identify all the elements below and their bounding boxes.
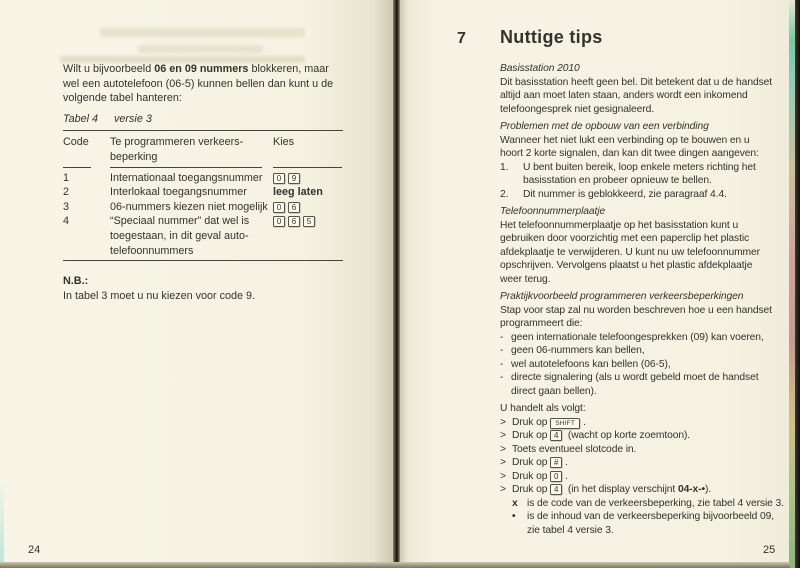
cell-desc: Internationaal toegangsnummer xyxy=(110,171,263,184)
keycap-icon: 5 xyxy=(303,216,315,227)
keycap-icon: 0 xyxy=(273,173,285,184)
cell-desc: 06-nummers kiezen niet mogelijk xyxy=(110,200,268,213)
cell-kies xyxy=(273,171,343,186)
nb-note xyxy=(63,274,355,303)
bottom-edge-shadow xyxy=(0,562,790,568)
intro-text: Wilt u bijvoorbeeld xyxy=(63,63,155,75)
column-header-desc xyxy=(110,135,273,164)
left-page-content xyxy=(63,62,355,303)
table-caption xyxy=(63,112,355,127)
nb-label: N.B.: xyxy=(63,275,89,288)
step-line: > Toets eventueel slotcode in. xyxy=(500,443,637,455)
keycap-0-icon: 0 xyxy=(550,471,562,482)
column-header-desc-line: Te programmeren verkeers- xyxy=(110,136,244,149)
keycap-icon: 0 xyxy=(273,216,285,227)
section-steps xyxy=(500,402,788,537)
cell-code: 2 xyxy=(63,186,70,199)
table-row xyxy=(63,171,343,186)
table-row xyxy=(63,185,343,200)
cell-code: 3 xyxy=(63,200,70,213)
step-line: > Druk op 4 (wacht op korte zoemtoon). xyxy=(500,430,691,441)
cell-desc: “Speciaal nummer” dat wel is toegestaan, in dit geval auto- telefoonnummers xyxy=(110,215,250,257)
section-problemen: Problemen met de opbouw van een verbinding Wanneer het niet lukt een verbinding op te bouwen en u hoort 2 korte signalen, dan kan dit twee dingen aangeven: 1. U bent buiten bereik, loop enkele meters richting het basisstation en probeer opnieuw te bellen. 2. Dit nummer is geblokkeerd, zie paragraaf 4.4. xyxy=(500,120,788,201)
section-heading: Praktijkvoorbeeld programmeren verkeersbeperkingen xyxy=(500,291,744,302)
table-header xyxy=(63,131,343,164)
column-header-kies: Kies xyxy=(273,136,295,149)
step-line: > Druk op 4 (in het display verschijnt 04-x-•). xyxy=(500,484,712,495)
page-left xyxy=(0,0,393,563)
table-row xyxy=(63,200,343,215)
chapter-heading xyxy=(457,27,603,48)
keycap-icon: 9 xyxy=(288,173,300,184)
table-row xyxy=(63,214,343,258)
intro-text: blokkeren, maar xyxy=(248,63,329,75)
dash-item: - geen 06-nummers kan bellen, xyxy=(500,345,645,356)
header-underlines xyxy=(63,167,343,168)
note-x: x is de code van de verkeersbeperking, zie tabel 4 versie 3. xyxy=(512,497,784,509)
keycap-icon: 0 xyxy=(273,202,285,213)
intro-line: wel een autotelefoon (06-5) kunnen bellen dan kunt u de xyxy=(63,77,334,90)
cell-kies xyxy=(273,214,343,258)
section-heading: Basisstation 2010 xyxy=(500,63,580,74)
page-number-left: 24 xyxy=(28,544,41,556)
section-heading: Problemen met de opbouw van een verbinding xyxy=(500,121,709,132)
step-line: > Druk op 0 . xyxy=(500,470,568,482)
numbered-item: 2. Dit nummer is geblokkeerd, zie paragraaf 4.4. xyxy=(500,188,727,200)
section-basisstation: Basisstation 2010 Dit basisstation heeft geen bel. Dit betekent dat u de handset altijd aan moet laten staan, anders wordt een inkomend telefoongesprek niet gesignaleerd. xyxy=(500,62,788,116)
cell-code: 4 xyxy=(63,215,70,228)
table-caption-label: Tabel 4 xyxy=(63,112,99,125)
page-number-right: 25 xyxy=(763,544,776,556)
section-praktijkvoorbeeld: Praktijkvoorbeeld programmeren verkeersbeperkingen Stap voor stap zal nu worden beschreven hoe u een handset programmeert die: - geen internationale telefoongesprekken (09) kan voeren, - geen 06-nummers kan bellen, - wel autotelefoons kan bellen (06-5), - directe signalering (als u wordt gebeld moet de handset direct gaan bellen). xyxy=(500,290,788,398)
keycap-icon: 6 xyxy=(288,202,300,213)
page-edge-tint xyxy=(0,480,4,563)
dash-item: - geen internationale telefoongesprekken (09) kan voeren, xyxy=(500,331,764,343)
fore-edge-shadow xyxy=(795,0,800,568)
keycap-4-icon: 4 xyxy=(550,484,562,495)
intro-line: volgende tabel hanteren: xyxy=(63,92,182,105)
dash-item: - directe signalering (als u wordt gebeld moet de handset direct gaan bellen). xyxy=(500,372,759,397)
nb-text: In tabel 3 moet u nu kiezen voor code 9. xyxy=(63,289,256,302)
step-notes: x is de code van de verkeersbeperking, zie tabel 4 versie 3. • is de inhoud van de verkeersbeperking bijvoorbeeld 09, zie tabel 4 versie 3. xyxy=(512,497,788,538)
intro-line xyxy=(63,62,355,77)
chapter-title: Nuttige tips xyxy=(500,27,603,47)
keycap-4-icon: 4 xyxy=(550,430,562,441)
dash-item: - wel autotelefoons kan bellen (06-5), xyxy=(500,358,671,370)
table-rule-bottom xyxy=(63,260,343,261)
bleed-through-ghost xyxy=(138,45,263,53)
book-spine xyxy=(393,0,400,563)
display-code: 04-x-• xyxy=(677,484,705,495)
column-header-desc-line: beperking xyxy=(110,150,158,163)
note-bullet: • is de inhoud van de verkeersbeperking bijvoorbeeld 09, xyxy=(512,511,775,522)
step-line: > Druk op SHIFT . xyxy=(500,416,586,428)
step-line: > Druk op # . xyxy=(500,457,568,468)
section-telefoonnummerplaatje: Telefoonnummerplaatje Het telefoonnummerplaatje op het basisstation kunt u gebruiken door voorzichtig met een paperclip het plastic afdekplaatje te verwijderen. U kunt nu uw telefoonnummer opschrijven. Vervolgens plaatst u het plastic afdekplaatje weer terug. xyxy=(500,205,788,286)
keycap-icon: 6 xyxy=(288,216,300,227)
intro-bold-text: 06 en 09 nummers xyxy=(154,63,249,75)
table-caption-version: versie 3 xyxy=(114,112,152,125)
table-body xyxy=(63,171,343,259)
cell-desc: Interlokaal toegangsnummer xyxy=(110,186,247,199)
numbered-item: 1. U bent buiten bereik, loop enkele meters richting het basisstation en probeer opnieuw te bellen. xyxy=(500,161,756,186)
section-heading: Telefoonnummerplaatje xyxy=(500,206,606,217)
keycap-shift-icon: SHIFT xyxy=(550,418,580,429)
cell-kies xyxy=(273,200,343,215)
cell-code: 1 xyxy=(63,171,70,184)
keycap-hash-icon: # xyxy=(550,457,562,468)
cell-kies: leeg laten xyxy=(273,186,323,199)
intro-paragraph xyxy=(63,62,355,106)
bleed-through-ghost xyxy=(100,28,305,37)
right-page-content xyxy=(500,62,788,537)
column-header-code: Code xyxy=(63,136,89,149)
steps-intro: U handelt als volgt: xyxy=(500,403,586,414)
chapter-number: 7 xyxy=(457,30,466,47)
restrictions-table xyxy=(63,130,343,261)
